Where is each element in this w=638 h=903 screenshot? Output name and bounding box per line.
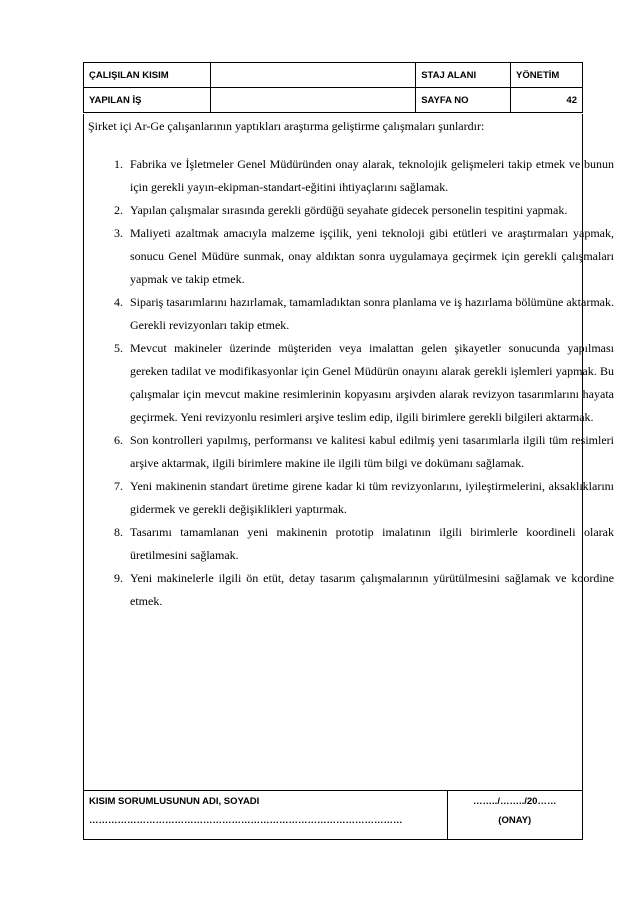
approval-cell: [447, 791, 583, 840]
content-box: [83, 114, 614, 791]
list-item: 5. Mevcut makineler üzerinde müşteriden veya imalattan gelen şikayetler sonucunda yapılması gereken tadilat ve modifikasyonlar için Genel Müdürün onayını alarak gerekli işlemleri yapmak. Bu çalışmalar için mevcut makine resimlerinin kopyasını arşivden alarak revizyon tasarımlarını hayata geçirmek. Yeni revizyonlu resimleri arşive teslim edip, ilgili birimlere gerekli bilgileri aktarmak.: [126, 337, 614, 429]
list-item: 6. Son kontrolleri yapılmış, performansı ve kalitesi kabul edilmiş yeni tasarımlarla ilgili tüm resimleri arşive aktarmak, ilgili birimlere makine ile ilgili tüm bilgi ve dokümanı sağlamak.: [126, 429, 614, 475]
page-number-value: 42: [511, 88, 583, 113]
list-item: 7. Yeni makinenin standart üretime girene kadar ki tüm revizyonlarını, iyileştirmelerini, aksaklıklarını gidermek ve gerekli değişiklikleri yaptırmak.: [126, 475, 614, 521]
department-value: [210, 63, 415, 88]
page-number-label: SAYFA NO: [416, 88, 511, 113]
list-item: 9. Yeni makinelerle ilgili ön etüt, detay tasarım çalışmalarının yürütülmesini sağlamak ve koordine etmek.: [126, 567, 614, 613]
intro-text: Şirket içi Ar-Ge çalışanlarının yaptıkları araştırma geliştirme çalışmaları şunlardır:: [88, 119, 485, 133]
list-item: 2. Yapılan çalışmalar sırasında gerekli gördüğü seyahate gidecek personelin tespitini yapmak.: [126, 199, 614, 222]
task-list: [88, 153, 614, 613]
work-done-value: [210, 88, 415, 113]
header-row: [84, 63, 583, 88]
list-item: 1. Fabrika ve İşletmeler Genel Müdüründen onay alarak, teknolojik gelişmeleri takip etmek ve bunun için gerekli yayın-ekipman-standart-eğitini ihtiyaçlarını sağlamak.: [126, 153, 614, 199]
supervisor-cell: [84, 791, 448, 840]
internship-area-label: STAJ ALANI: [416, 63, 511, 88]
list-item: 8. Tasarımı tamamlanan yeni makinenin prototip imalatının ilgili birimlerle koordineli olarak üretilmesini sağlamak.: [126, 521, 614, 567]
supervisor-name-label: KISIM SORUMLUSUNUN ADI, SOYADI: [89, 796, 260, 807]
internship-area-value: YÖNETİM: [511, 63, 583, 88]
footer-table: [83, 790, 583, 840]
list-item: 3. Maliyeti azaltmak amacıyla malzeme işçilik, yeni teknoloji gibi etütleri ve araştırmaları yapmak, sonucu Genel Müdüre sunmak, onay aldıktan sonra uygulamaya geçirmek için gerekli çalışmaları yapmak ve takip etmek.: [126, 222, 614, 291]
header-table: [83, 62, 583, 113]
approval-date: ……../……../20……: [473, 796, 557, 807]
list-item: 4. Sipariş tasarımlarını hazırlamak, tamamladıktan sonra planlama ve iş hazırlama bölümüne aktarmak. Gerekli revizyonları takip etmek.: [126, 291, 614, 337]
footer-row: [84, 791, 583, 840]
department-label: ÇALIŞILAN KISIM: [84, 63, 211, 88]
header-row: [84, 88, 583, 113]
work-done-label: YAPILAN İŞ: [84, 88, 211, 113]
approval-label: (ONAY): [498, 815, 532, 826]
supervisor-name-dots: ………………………………………………………………………………………: [89, 815, 403, 826]
